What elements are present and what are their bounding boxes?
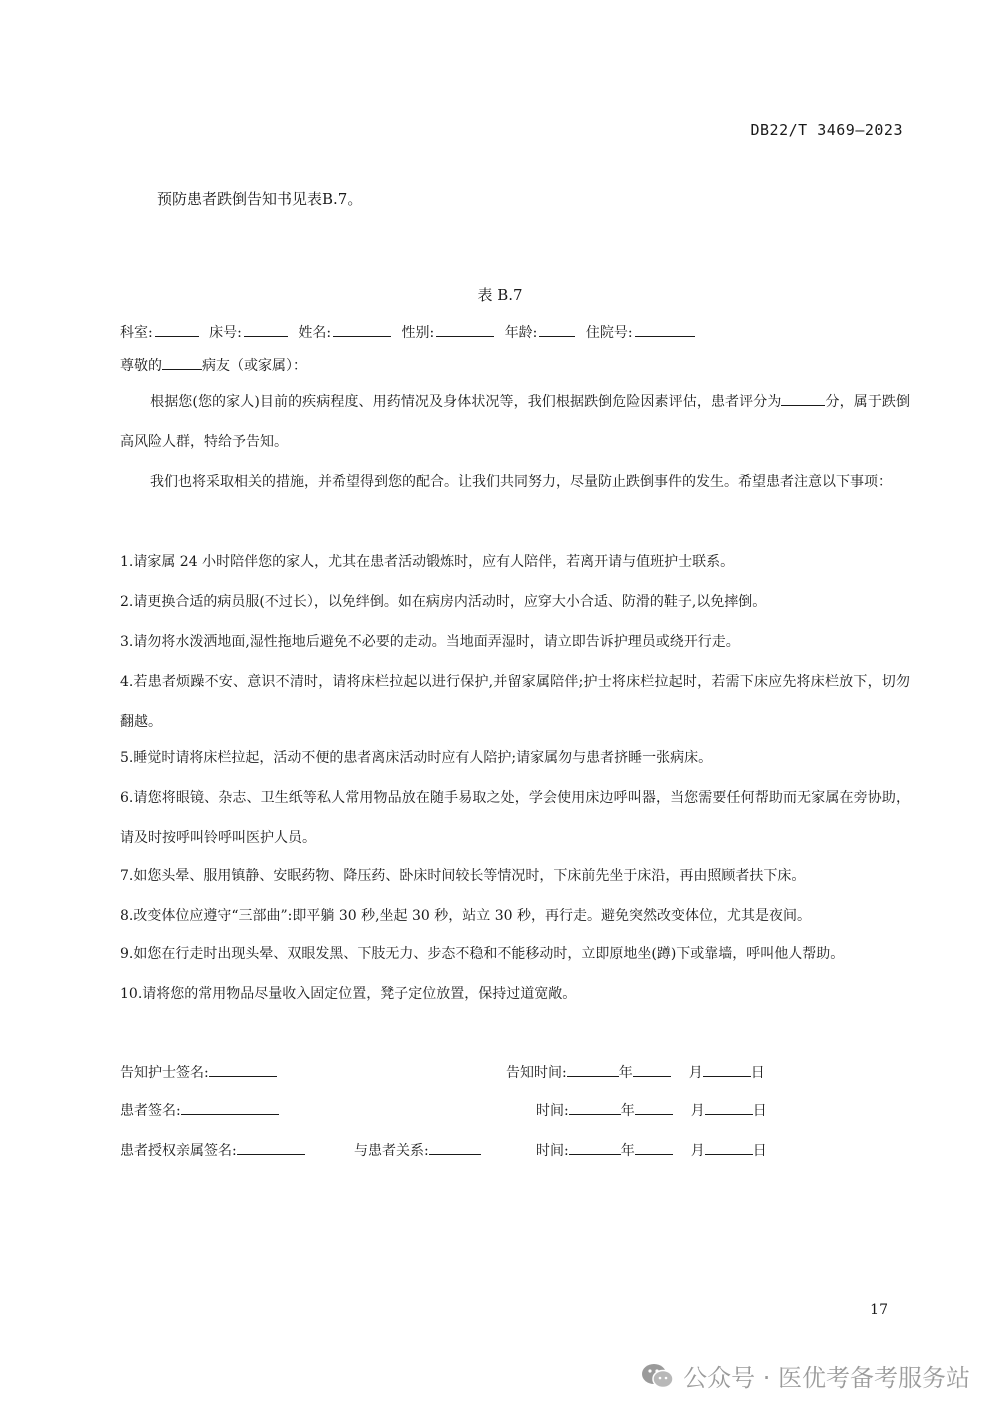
- patient-info-line: [120, 322, 701, 342]
- relative-signature: [120, 1140, 305, 1160]
- month-label: 月: [690, 1103, 705, 1119]
- paragraph-cooperation: [120, 462, 910, 502]
- year-blank[interactable]: [567, 1062, 619, 1077]
- list-item: 6.请您将眼镜、杂志、卫生纸等私人常用物品放在随手易取之处，学会使用床边呼叫器，当您需要任何帮助而无家属在旁协助，请及时按呼叫铃呼叫医护人员。: [120, 790, 910, 846]
- bed-label: 床号:: [209, 325, 242, 341]
- greeting-blank[interactable]: [162, 355, 202, 370]
- list-item: 3.请勿将水泼洒地面,湿性拖地后避免不必要的走动。当地面弄湿时，请立即告诉护理员或绕开行走。: [120, 634, 740, 650]
- list-item: 9.如您在行走时出现头晕、双眼发黑、下肢无力、步态不稳和不能移动时，立即原地坐(蹲)下或靠墙，呼叫他人帮助。: [120, 946, 845, 962]
- dept-blank[interactable]: [155, 322, 199, 337]
- month-blank[interactable]: [633, 1062, 671, 1077]
- month-label: 月: [690, 1143, 705, 1159]
- gender-blank[interactable]: [436, 322, 494, 337]
- name-label: 姓名:: [298, 325, 332, 341]
- notify-time-label: 告知时间:: [506, 1065, 567, 1081]
- notify-time: [506, 1062, 765, 1082]
- admission-label: 住院号:: [585, 325, 633, 341]
- year-label: 年: [620, 1103, 635, 1119]
- risk-notice-text-2: 分，属于跌倒高风险人群，特给予告知。: [120, 394, 911, 450]
- nurse-signature-blank[interactable]: [209, 1062, 277, 1077]
- day-blank[interactable]: [705, 1140, 753, 1155]
- watermark: [641, 1358, 970, 1393]
- patient-time: [536, 1100, 767, 1120]
- relation: [354, 1140, 481, 1160]
- year-label: 年: [620, 1143, 635, 1159]
- greeting-prefix: 尊敬的: [120, 358, 162, 374]
- relative-time: [536, 1140, 767, 1160]
- nurse-signature-label: 告知护士签名:: [120, 1065, 209, 1081]
- table-title: 表 B.7: [477, 286, 523, 304]
- name-blank[interactable]: [333, 322, 391, 337]
- list-item: 1.请家属 24 小时陪伴您的家人，尤其在患者活动锻炼时，应有人陪伴，若离开请与值班护士联系。: [120, 554, 735, 570]
- page-number: 17: [870, 1302, 888, 1318]
- relation-label: 与患者关系:: [354, 1143, 429, 1159]
- time-label: 时间:: [536, 1143, 569, 1159]
- month-blank[interactable]: [635, 1140, 673, 1155]
- greeting-suffix: 病友（或家属）：: [202, 358, 307, 374]
- cooperation-text: 我们也将采取相关的措施，并希望得到您的配合。让我们共同努力，尽量防止跌倒事件的发生。希望患者注意以下事项：: [150, 474, 892, 490]
- relation-blank[interactable]: [429, 1140, 481, 1155]
- document-code: DB22/T 3469—2023: [750, 121, 903, 139]
- patient-signature-blank[interactable]: [181, 1100, 279, 1115]
- age-blank[interactable]: [539, 322, 575, 337]
- relative-signature-blank[interactable]: [237, 1140, 305, 1155]
- list-item: 5.睡觉时请将床栏拉起，活动不便的患者离床活动时应有人陪护;请家属勿与患者挤睡一张病床。: [120, 750, 713, 766]
- day-label: 日: [750, 1065, 765, 1081]
- list-item: 4.若患者烦躁不安、意识不清时，请将床栏拉起以进行保护,并留家属陪伴;护士将床栏拉起时，若需下床应先将床栏放下，切勿翻越。: [120, 674, 910, 730]
- time-label: 时间:: [536, 1103, 569, 1119]
- year-label: 年: [618, 1065, 633, 1081]
- list-item: 8.改变体位应遵守“三部曲”:即平躺 30 秒,坐起 30 秒，站立 30 秒，再行走。避免突然改变体位，尤其是夜间。: [120, 908, 811, 924]
- day-blank[interactable]: [705, 1100, 753, 1115]
- day-blank[interactable]: [703, 1062, 751, 1077]
- wechat-icon: [641, 1362, 675, 1390]
- day-label: 日: [752, 1143, 767, 1159]
- age-label: 年龄:: [504, 325, 538, 341]
- intro-text: 预防患者跌倒告知书见表B.7。: [157, 190, 363, 208]
- paragraph-risk-notice: [120, 382, 910, 462]
- relative-signature-label: 患者授权亲属签名:: [120, 1143, 237, 1159]
- score-blank[interactable]: [781, 391, 825, 406]
- year-blank[interactable]: [569, 1140, 621, 1155]
- risk-notice-text-1: 根据您(您的家人)目前的疾病程度、用药情况及身体状况等，我们根据跌倒危险因素评估，患者评分为: [150, 394, 782, 410]
- month-label: 月: [688, 1065, 703, 1081]
- dept-label: 科室:: [120, 325, 153, 341]
- day-label: 日: [752, 1103, 767, 1119]
- greeting: [120, 355, 307, 375]
- watermark-text: 公众号 · 医优考备考服务站: [683, 1364, 970, 1392]
- list-item: 7.如您头晕、服用镇静、安眠药物、降压药、卧床时间较长等情况时，下床前先坐于床沿，再由照顾者扶下床。: [120, 868, 806, 884]
- year-blank[interactable]: [569, 1100, 621, 1115]
- admission-blank[interactable]: [635, 322, 695, 337]
- patient-signature-label: 患者签名:: [120, 1103, 181, 1119]
- gender-label: 性别:: [401, 325, 435, 341]
- list-item: 2.请更换合适的病员服(不过长），以免绊倒。如在病房内活动时，应穿大小合适、防滑的鞋子,以免摔倒。: [120, 594, 767, 610]
- patient-signature: [120, 1100, 279, 1120]
- bed-blank[interactable]: [244, 322, 288, 337]
- list-item: 10.请将您的常用物品尽量收入固定位置，凳子定位放置，保持过道宽敞。: [120, 986, 577, 1002]
- nurse-signature: [120, 1062, 277, 1082]
- month-blank[interactable]: [635, 1100, 673, 1115]
